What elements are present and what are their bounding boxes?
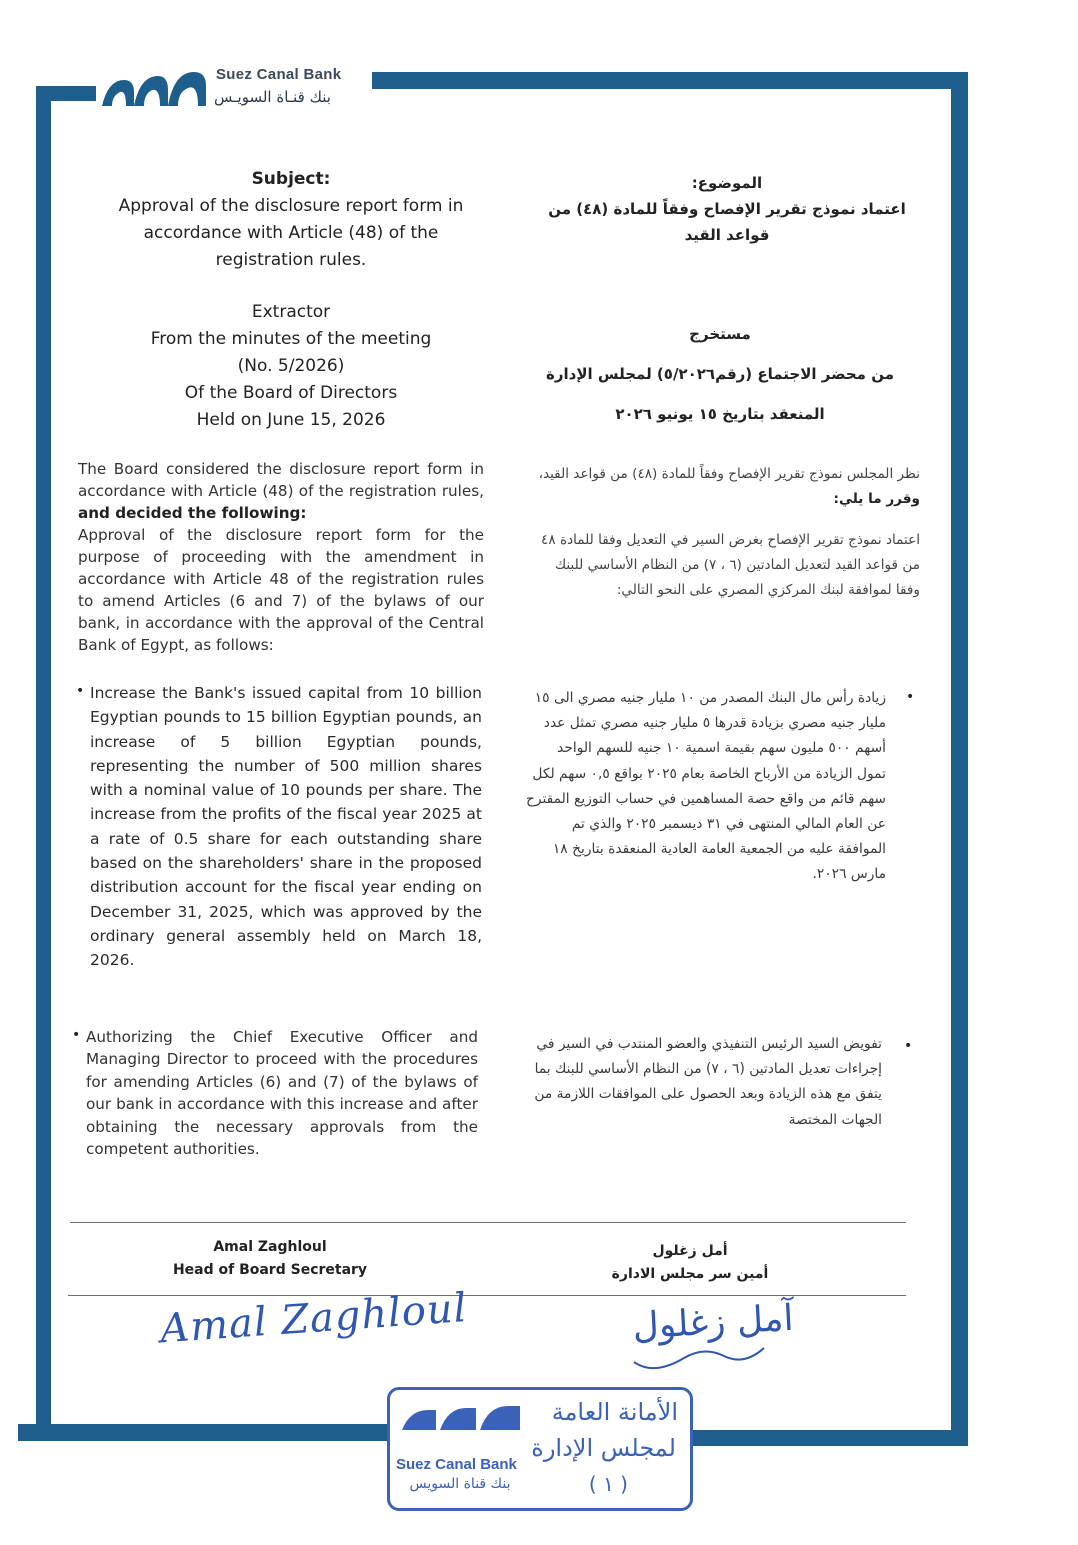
stamp-wave-icon	[400, 1402, 530, 1432]
bullet-ar: زيادة رأس مال البنك المصدر من ١٠ مليار جنيه مصري الى ١٥ مليار جنيه مصري بزيادة قدرها ٥ مليار جنيه مصري تمثل عدد أسهم ٥٠٠ مليون سهم بقيمة اسمية ١٠ جنيه للسهم الواحد تمول الزيادة من الأرباح الخاصة بعام ٢٠٢٥ بواقع ٠,٥ سهم لكل سهم قائم من واقع حصة المساهمين في حساب التوزيع المقترح عن العام المالي المنتهى في ٣١ ديسمبر ٢٠٢٥ والذي تم الموافقة عليه من الجمعية العامة العادية المنعقدة بتاريخ ١٨ مارس ٢٠٢٦.	[525, 690, 886, 883]
subject-label-ar: الموضوع:	[691, 174, 763, 192]
intro-ar	[528, 462, 920, 603]
wave-logo-icon	[100, 66, 210, 112]
subject-ar	[545, 170, 909, 248]
signatory-ar	[590, 1240, 790, 1286]
frame-bottom-left	[18, 1424, 390, 1441]
signatory-en	[150, 1236, 390, 1282]
bullet-en: Authorizing the Chief Executive Officer and Managing Director to proceed with the procedures for amending Articles (6) and (7) of the bylaws of our bank in accordance with this increase and after obtaining the necessary approvals from the competent authorities.	[86, 1028, 478, 1159]
signatory-name-en: Amal Zaghloul	[213, 1239, 327, 1255]
bullet-ar: تفويض السيد الرئيس التنفيذي والعضو المنتدب في السير في إجراءات تعديل المادتين (٦ ، ٧) من النظام الأساسي للبنك بما يتفق مع هذه الزيادة وبعد الحصول على الموافقات اللازمة من الجهات المختصة	[534, 1036, 882, 1128]
intro-bold-ar: وقرر ما يلي:	[833, 491, 920, 507]
subject-line-en: registration rules.	[215, 250, 367, 270]
bank-logo	[100, 64, 370, 114]
extract-line-en: Extractor	[251, 302, 331, 322]
stamp-logo-ar: بنك قناة السويس	[409, 1476, 511, 1492]
intro-text-en: The Board considered the disclosure report form in accordance with Article (48) of the registration rules,	[78, 460, 484, 500]
signature-flourish-icon	[624, 1318, 784, 1378]
extract-line-ar: المنعقد بتاريخ ١٥ يونيو ٢٠٢٦	[615, 405, 825, 423]
intro-text2-en: Approval of the disclosure report form for the purpose of proceeding with the amendment in accordance with Article 48 of the registration rules to amend Articles (6 and 7) of the bylaws of our bank, in accordance with the approval of the Central Bank of Egypt, as follows:	[78, 526, 484, 654]
subject-line-ar: اعتماد نموذج تقرير الإفصاح وفقاً للمادة (٤٨) من	[548, 200, 906, 218]
logo-text-ar: بنك قنـاة السويـس	[214, 88, 331, 106]
extract-line-en: Held on June 15, 2026	[196, 410, 386, 430]
bullet-dot: •	[72, 1027, 81, 1043]
extract-line-ar: مستخرج	[689, 325, 751, 343]
subject-line-ar: قواعد القيد	[684, 226, 770, 244]
stamp-line-2: لمجلس الإدارة	[531, 1434, 676, 1462]
stamp-line-1: الأمانة العامة	[551, 1398, 678, 1426]
handwritten-signature-en: Amal Zaghloul	[158, 1285, 469, 1353]
signatory-name-ar: أمل زغلول	[652, 1243, 728, 1259]
handwritten-signature-ar: آمل زغلول	[631, 1297, 795, 1348]
signature-divider	[68, 1295, 906, 1296]
logo-text-en: Suez Canal Bank	[216, 66, 342, 83]
bullet-dot: •	[76, 683, 85, 699]
intro-en	[78, 458, 484, 656]
subject-en	[100, 166, 482, 274]
extract-line-en: (No. 5/2026)	[237, 356, 345, 376]
extract-line-en: Of the Board of Directors	[184, 383, 398, 403]
intro-bold-en: and decided the following:	[78, 504, 307, 522]
frame-left	[36, 86, 51, 1440]
frame-right	[951, 72, 968, 1446]
bullet-en: Increase the Bank's issued capital from 10 billion Egyptian pounds to 15 billion Egyptian pounds, an increase of 5 billion Egyptian pounds, representing the number of 500 million shares with a nominal value of 10 pounds per share. The increase from the profits of the fiscal year 2025 at a rate of 0.5 share for each outstanding share based on the shareholders' share in the proposed distribution account for the fiscal year ending on December 31, 2025, which was approved by the ordinary general assembly held on March 18, 2026.	[90, 684, 482, 970]
stamp-number: ( ١ )	[588, 1472, 628, 1496]
bullet-dot: •	[904, 1038, 913, 1054]
extract-line-en: From the minutes of the meeting	[150, 329, 432, 349]
frame-top-right	[372, 72, 968, 89]
secretariat-stamp	[387, 1387, 693, 1511]
extract-line-ar: من محضر الاجتماع (رقم٥/٢٠٢٦) لمجلس الإدارة	[546, 365, 894, 383]
stamp-logo-en: Suez Canal Bank	[396, 1456, 517, 1473]
signatory-title-ar: أمين سر مجلس الادارة	[611, 1266, 769, 1282]
intro-text-ar: نظر المجلس نموذج تقرير الإفصاح وفقاً للمادة (٤٨) من قواعد القيد،	[538, 466, 920, 482]
extract-en	[100, 299, 482, 434]
bullet-dot: •	[906, 689, 915, 705]
signature-divider	[70, 1222, 906, 1223]
signatory-title-en: Head of Board Secretary	[172, 1262, 368, 1278]
subject-line-en: accordance with Article (48) of the	[143, 223, 439, 243]
intro-text2-ar: اعتماد نموذج تقرير الإفصاح بغرض السير في التعديل وفقا للمادة ٤٨ من قواعد القيد لتعديل المادتين (٦ ، ٧) من النظام الأساسي للبنك وفقا لموافقة لبنك المركزي المصري على النحو التالي:	[541, 532, 920, 598]
extract-ar	[520, 314, 920, 434]
subject-label-en: Subject:	[251, 169, 331, 189]
subject-line-en: Approval of the disclosure report form in	[118, 196, 464, 216]
frame-bottom-right	[690, 1430, 968, 1446]
